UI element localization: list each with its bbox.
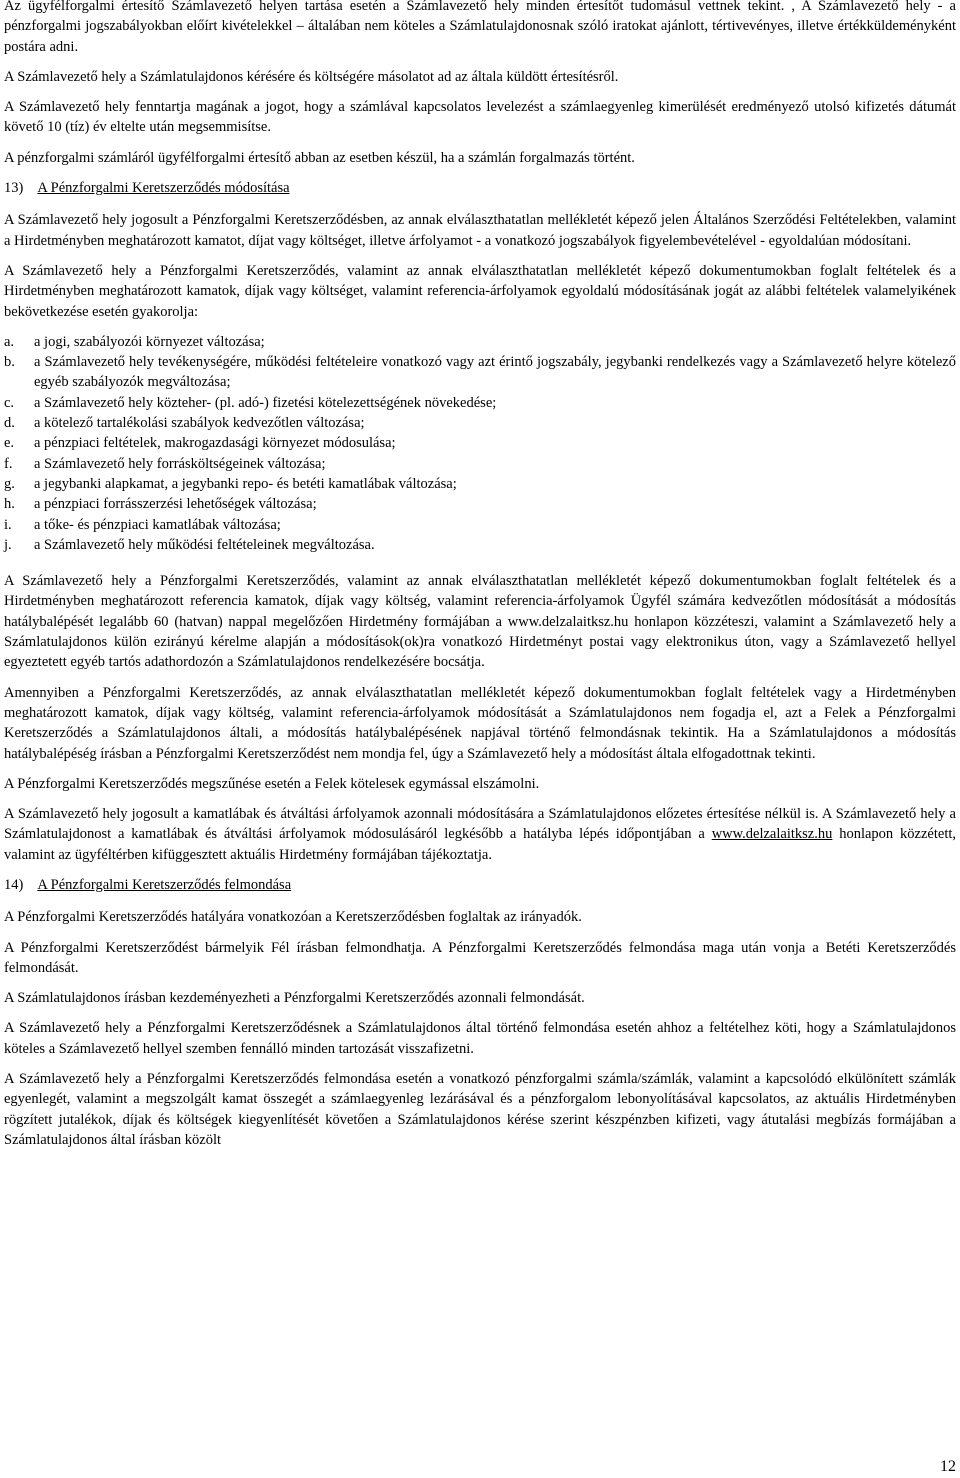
list-item-text: a tőke- és pénzpiaci kamatlábak változása; [34,516,281,533]
section-14-paragraph-4: A Számlavezető hely a Pénzforgalmi Keretszerződésnek a Számlatulajdonos által történő felmondása esetén ahhoz a feltételhez köti, hogy a Számlatulajdonos köteles a Számlavezető hellyel szemben fennálló minden tartozását visszafizetni. [4,1020,956,1057]
section-14-paragraph-2: A Pénzforgalmi Keretszerződést bármelyik Fél írásban felmondhatja. A Pénzforgalmi Keretszerződés felmondása maga után vonja a Betéti Keretszerződés felmondását. [4,939,956,976]
list-marker: g. [4,475,15,492]
section-14-paragraph-5: A Számlavezető hely a Pénzforgalmi Keretszerződés felmondása esetén a vonatkozó pénzforgalmi számla/számlák, valamint a kapcsolódó elkülönített számlák egyenlegét, valamint a megszolgált kamat összegét a számlaegyenleg lezárásával és a pénzforgalom lebonyolításával kapcsolatos, az aktuális Hirdetményben rögzített jutalékok, díjak és költségek kiegyenlítését követően a Számlatulajdonos kérése szerint készpénzben kifizeti, vagy átutalási megbízás formájában a Számlatulajdonos által írásban közölt [4,1071,956,1148]
list-item [4,352,956,393]
list-item-text: a jogi, szabályozói környezet változása; [34,333,265,350]
section-14-paragraph-1: A Pénzforgalmi Keretszerződés hatályára vonatkozóan a Keretszerződésben foglaltak az irányadók. [4,909,582,926]
section-13-heading [4,178,956,198]
list-marker: d. [4,415,15,432]
paragraph-statement-condition: A pénzforgalmi számláról ügyfélforgalmi értesítő abban az esetben készül, ha a számlán forgalmazás történt. [4,149,635,166]
section-13-paragraph-6-text-before: A Számlavezető hely jogosult a kamatlábak és átváltási árfolyamok azonnali módosítására a Számlatulajdonos előzetes értesítése nélkül is. A Számlavezető hely a Számlatulajdonost a kamatlábak és átváltási árfolyamok módosulásáról legkésőbb a hatályba lépés időpontjában a [4,806,956,843]
list-item [4,474,956,494]
list-marker: b. [4,354,15,371]
section-13-paragraph-3: A Számlavezető hely a Pénzforgalmi Keretszerződés, valamint az annak elválaszthatatlan mellékletét képező dokumentumokban foglalt feltételek és a Hirdetményben meghatározott referencia kamatok, díjak vagy költség, valamint referencia-árfolyamok Ügyfél számára kedvezőtlen módosítását a módosítás hatálybalépését legalább 60 (hatvan) nappal megelőzően Hirdetmény formájában a www.delzalaitksz.hu honlapon közzéteszi, valamint a Számlavezető hely a Számlatulajdonos külön ezirányú kérelme alapján a módosítások(ok)ra vonatkozó Hirdetményt postai vagy elektronikus úton, vagy a Számlavezető hellyel egyeztetett egyéb tartós adathordozón a Számlatulajdonos rendelkezésére bocsátja. [4,573,956,671]
section-13-paragraph-5: A Pénzforgalmi Keretszerződés megszűnése esetén a Felek kötelesek egymással elszámolni. [4,775,540,792]
list-item [4,454,956,474]
section-13-title: A Pénzforgalmi Keretszerződés módosítása [37,180,290,197]
list-item-text: a pénzpiaci forrásszerzési lehetőségek változása; [34,496,317,513]
list-marker: i. [4,516,12,533]
list-item [4,332,956,352]
list-item-text: a Számlavezető hely közteher- (pl. adó-) fizetési kötelezettségének növekedése; [34,394,497,411]
delzalaitksz-website-link[interactable]: www.delzalaitksz.hu [711,826,833,843]
section-14-paragraph-3: A Számlatulajdonos írásban kezdeményezheti a Pénzforgalmi Keretszerződés azonnali felmondását. [4,990,585,1007]
list-marker: j. [4,536,12,553]
section-13-paragraph-2: A Számlavezető hely a Pénzforgalmi Keretszerződés, valamint az annak elválaszthatatlan mellékletét képező dokumentumokban foglalt feltételek és a Hirdetményben meghatározott kamatok, díjak vagy költséget, valamint referencia-árfolyamok egyoldalú módosításának jogát az alábbi feltételek valamelyikének bekövetkezése esetén gyakorolja: [4,262,956,320]
list-item-text: a jegybanki alapkamat, a jegybanki repo- és betéti kamatlábak változása; [34,475,457,492]
document-body [4,0,956,1150]
section-13-paragraph-1: A Számlavezető hely jogosult a Pénzforgalmi Keretszerződésben, az annak elválaszthatatlan mellékletét képező jelen Általános Szerződési Feltételekben, valamint a Hirdetményben meghatározott kamatot, díjat vagy költséget, illetve árfolyamot - a vonatkozó jogszabályok figyelembevételével - egyoldalúan módosítani. [4,212,956,249]
list-item-text: a pénzpiaci feltételek, makrogazdasági környezet módosulása; [34,435,396,452]
list-item-text: a Számlavezető hely tevékenységére, működési feltételeire vonatkozó vagy azt érintő jogszabály, jegybanki rendelkezés vagy a Számlavezető helyre kötelező egyéb szabályozók megváltozása; [34,354,956,391]
list-item [4,494,956,514]
section-13-number: 13) [4,180,24,197]
paragraph-notice-delivery: Az ügyfélforgalmi értesítő Számlavezető helyen tartása esetén a Számlavezető hely minden értesítőt tudomásul vettnek tekint. , A Számlavezető hely - a pénzforgalmi jogszabályokban előírt kivételekkel – általában nem köteles a Számlatulajdonosnak szóló iratokat ajánlott, tértivevényes, illetve értékküldeményként postára adni. [4,0,956,55]
section-13-paragraph-4: Amennyiben a Pénzforgalmi Keretszerződés, az annak elválaszthatatlan mellékletét képező dokumentumokban foglalt feltételek vagy a Hirdetményben meghatározott kamatok, díjak vagy költség, valamint referencia-árfolyamok módosítását a Számlatulajdonos nem fogadja el, azt a Felek a Pénzforgalmi Keretszerződés a Számlatulajdonos általi, a módosítás hatálybalépésének napjával történő felmondásnak tekintik. Ha a Számlatulajdonos a módosítás hatálybalépéség írásban a Pénzforgalmi Keretszerződést nem mondja fel, úgy a Számlavezető hely a módosítást általa elfogadottnak tekinti. [4,684,956,762]
list-item [4,393,956,413]
paragraph-copy-request: A Számlavezető hely a Számlatulajdonos kérésére és költségére másolatot ad az általa küldött értesítésről. [4,68,619,85]
list-item [4,535,956,555]
section-13-paragraph-6 [4,804,956,865]
list-item-text: a Számlavezető hely forrásköltségeinek változása; [34,455,326,472]
paragraph-correspondence-retention: A Számlavezető hely fenntartja magának a jogot, hogy a számlával kapcsolatos levelezést a számlaegyenleg kimerülését eredményező utolsó kifizetés dátumát követő 10 (tíz) év eltelte után megsemmisítse. [4,99,956,136]
list-item [4,515,956,535]
list-marker: e. [4,435,15,452]
list-marker: a. [4,333,15,350]
list-marker: c. [4,394,15,411]
list-item [4,433,956,453]
list-item-text: a Számlavezető hely működési feltételeinek megváltozása. [34,536,375,553]
section-14-title: A Pénzforgalmi Keretszerződés felmondása [37,876,292,893]
page-number: 12 [940,1458,956,1475]
modification-conditions-list [4,332,956,555]
section-14-heading [4,875,956,895]
list-marker: h. [4,496,15,513]
list-marker: f. [4,455,13,472]
list-item [4,413,956,433]
section-14-number: 14) [4,876,24,893]
section-13-paragraph-6-text-after: honlapon közzétett, valamint az ügyféltérben kifüggesztett aktuális Hirdetmény formájában tájékoztatja. [4,826,957,863]
list-item-text: a kötelező tartalékolási szabályok kedvezőtlen változása; [34,415,365,432]
